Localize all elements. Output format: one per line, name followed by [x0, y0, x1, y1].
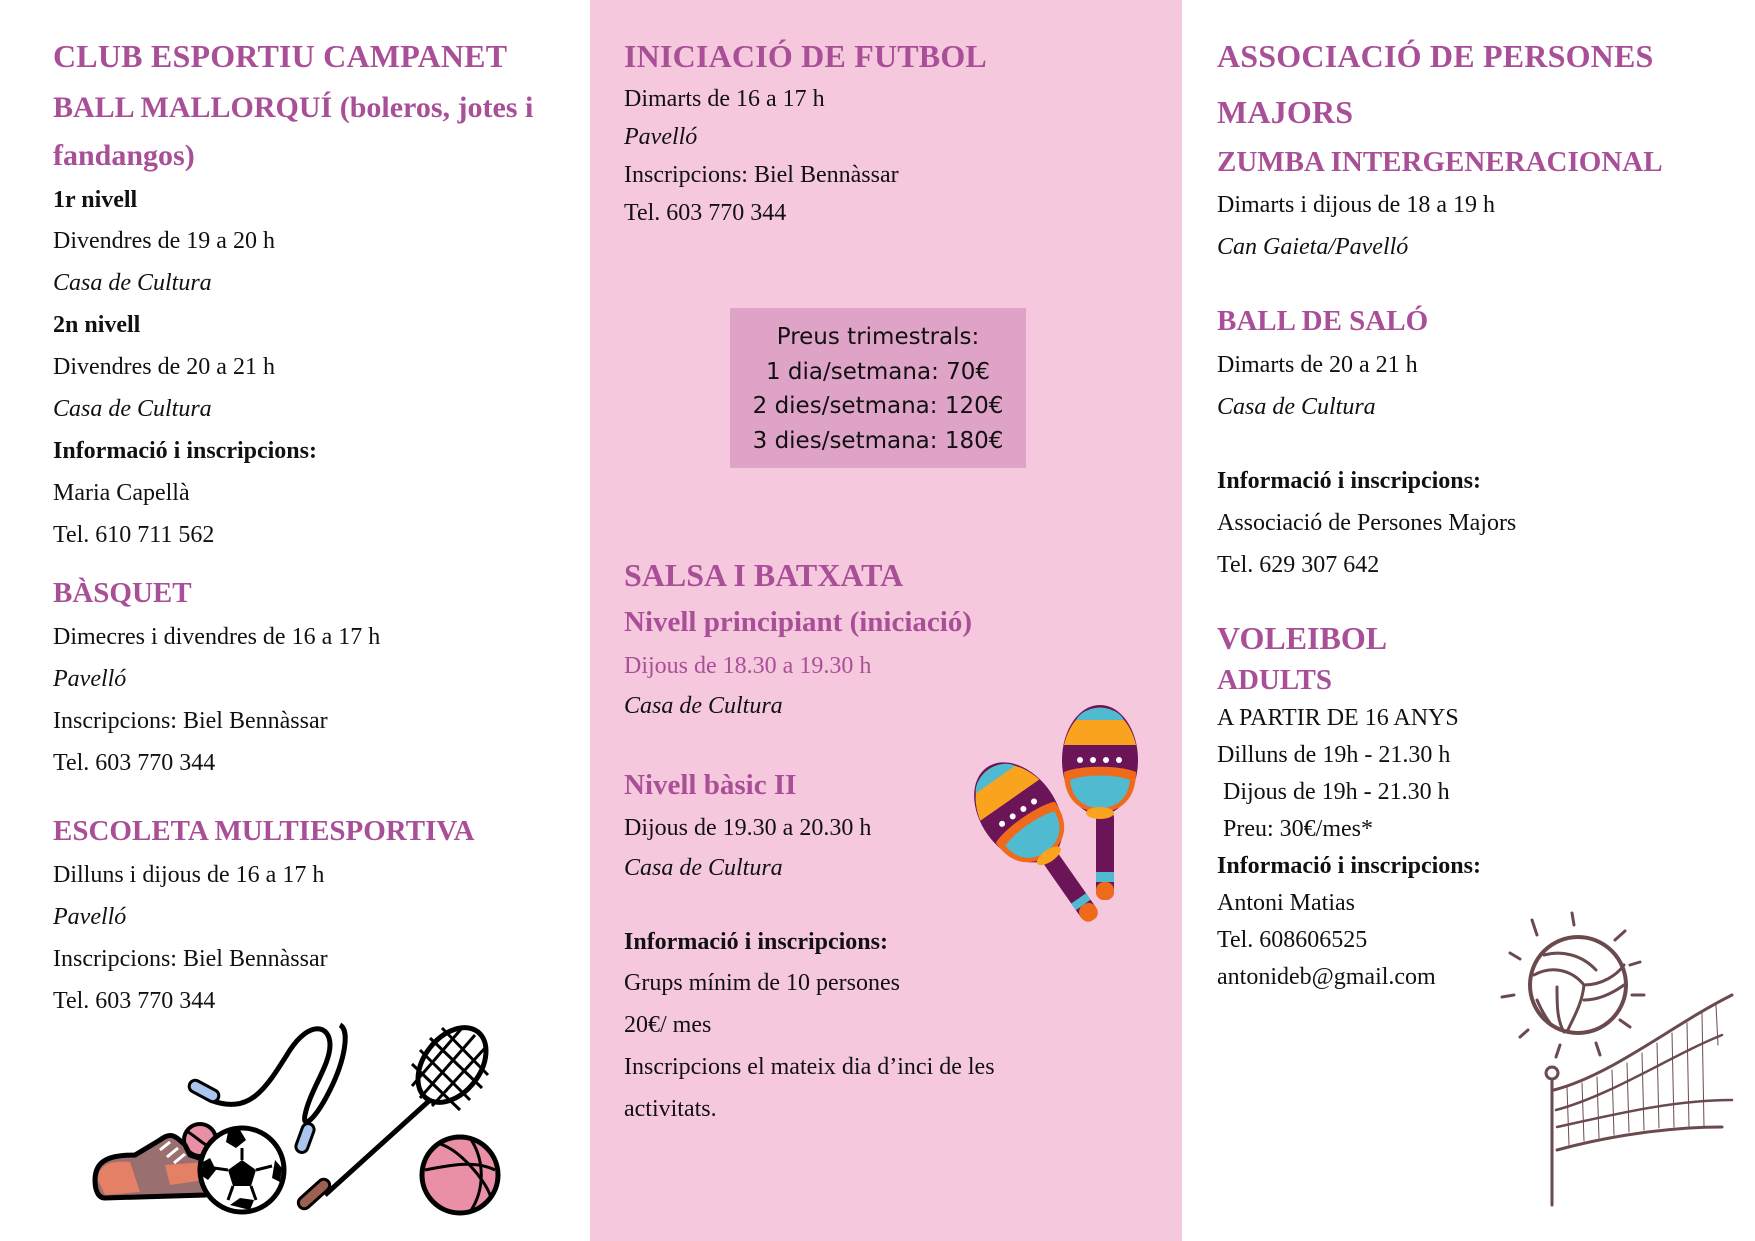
- escoleta-section: [53, 808, 590, 1022]
- schedule: Dijous de 19h - 21.30 h: [1217, 779, 1450, 805]
- info-line: Inscripcions el mateix dia d’inci de les: [624, 1054, 995, 1080]
- info-label: Informació i inscripcions:: [1217, 468, 1481, 494]
- schedule: Dimecres i divendres de 16 a 17 h: [53, 624, 381, 650]
- contact-name: Antoni Matias: [1217, 890, 1355, 916]
- association-info: [1217, 460, 1755, 586]
- schedule: Dilluns i dijous de 16 a 17 h: [53, 862, 325, 888]
- ball-mallorqui-section: [53, 84, 590, 556]
- section-title: VOLEIBOL: [1217, 620, 1388, 656]
- left-column: [0, 0, 590, 1241]
- section-title: BALL MALLORQUÍ (boleros, jotes i: [53, 91, 534, 124]
- level-title: Nivell bàsic II: [624, 769, 797, 801]
- section-title: INICIACIÓ DE FUTBOL: [624, 38, 987, 74]
- section-title: BALL DE SALÓ: [1217, 305, 1429, 337]
- right-column: [1182, 0, 1755, 1241]
- info-line: activitats.: [624, 1096, 717, 1122]
- sports-equipment-icon: [90, 1020, 500, 1220]
- contact-phone[interactable]: Tel. 608606525: [1217, 927, 1368, 953]
- club-title: CLUB ESPORTIU CAMPANET: [53, 38, 508, 74]
- venue: Casa de Cultura: [53, 270, 212, 296]
- maracas-icon: [950, 700, 1170, 940]
- info-line: Grups mínim de 10 persones: [624, 970, 900, 996]
- basquet-section: [53, 570, 590, 784]
- age-requirement: A PARTIR DE 16 ANYS: [1217, 705, 1459, 731]
- contact-name: Maria Capellà: [53, 480, 190, 506]
- section-title-cont: fandangos): [53, 139, 195, 172]
- soccer-ball-icon: [200, 1128, 284, 1212]
- venue: Casa de Cultura: [624, 855, 783, 881]
- association-title: ASSOCIACIÓ DE PERSONES: [1217, 38, 1654, 74]
- middle-column: [590, 0, 1182, 1241]
- section-title: BÀSQUET: [53, 577, 192, 609]
- schedule: Dijous de 19.30 a 20.30 h: [624, 815, 872, 841]
- volleyball-icon: [1530, 937, 1626, 1033]
- maraca-right-icon: [1062, 705, 1138, 900]
- info-label: Informació i inscripcions:: [624, 929, 888, 955]
- section-subtitle: ADULTS: [1217, 664, 1332, 696]
- section-title: SALSA I BATXATA: [624, 557, 904, 593]
- info-label: Informació i inscripcions:: [53, 438, 317, 464]
- schedule: Dilluns de 19h - 21.30 h: [1217, 742, 1451, 768]
- prices-title: Preus trimestrals:: [776, 324, 980, 350]
- contact-phone[interactable]: Tel. 603 770 344: [53, 988, 216, 1014]
- venue: Casa de Cultura: [624, 693, 783, 719]
- venue: Pavelló: [624, 124, 698, 150]
- info-label: Informació i inscripcions:: [1217, 853, 1481, 879]
- contact-phone[interactable]: Tel. 603 770 344: [624, 200, 787, 226]
- contact-name: Associació de Persones Majors: [1217, 510, 1517, 536]
- section-title: ESCOLETA MULTIESPORTIVA: [53, 815, 475, 847]
- volleyball-net-icon: [1472, 895, 1742, 1225]
- venue: Pavelló: [53, 904, 127, 930]
- venue: Casa de Cultura: [53, 396, 212, 422]
- price-item: 2 dies/setmana: 120€: [752, 393, 1004, 419]
- quarterly-prices-box: [730, 308, 1026, 468]
- contact-phone[interactable]: Tel. 629 307 642: [1217, 552, 1380, 578]
- schedule: Divendres de 20 a 21 h: [53, 354, 275, 380]
- level-title: Nivell principiant (iniciació): [624, 606, 972, 638]
- schedule: Dijous de 18.30 a 19.30 h: [624, 653, 872, 679]
- schedule: Divendres de 19 a 20 h: [53, 228, 275, 254]
- salsa-section: [624, 552, 995, 1130]
- futbol-section: [620, 34, 1182, 232]
- level-label: 2n nivell: [53, 312, 141, 338]
- level-label: 1r nivell: [53, 187, 138, 213]
- contact-phone[interactable]: Tel. 610 711 562: [53, 522, 215, 548]
- venue: Pavelló: [53, 666, 127, 692]
- registration: Inscripcions: Biel Bennàssar: [53, 946, 328, 972]
- schedule: Dimarts de 16 a 17 h: [624, 86, 825, 112]
- contact-email[interactable]: antonideb@gmail.com: [1217, 964, 1436, 990]
- schedule: Dimarts i dijous de 18 a 19 h: [1217, 192, 1495, 218]
- section-title: ZUMBA INTERGENERACIONAL: [1217, 146, 1663, 178]
- info-line: 20€/ mes: [624, 1012, 712, 1038]
- price: Preu: 30€/mes*: [1217, 816, 1373, 842]
- price-item: 3 dies/setmana: 180€: [752, 427, 1004, 454]
- basketball-icon: [422, 1137, 498, 1213]
- schedule: Dimarts de 20 a 21 h: [1217, 352, 1418, 378]
- contact-phone[interactable]: Tel. 603 770 344: [53, 750, 216, 776]
- price-item: 1 dia/setmana: 70€: [765, 358, 991, 385]
- venue: Casa de Cultura: [1217, 394, 1376, 420]
- registration: Inscripcions: Biel Bennàssar: [624, 162, 899, 188]
- ball-salo-section: [1217, 298, 1755, 428]
- association-title-cont: MAJORS: [1217, 94, 1354, 130]
- net-icon: [1546, 995, 1732, 1205]
- registration: Inscripcions: Biel Bennàssar: [53, 708, 328, 734]
- venue: Can Gaieta/Pavelló: [1217, 234, 1409, 260]
- zumba-section: [1217, 140, 1755, 268]
